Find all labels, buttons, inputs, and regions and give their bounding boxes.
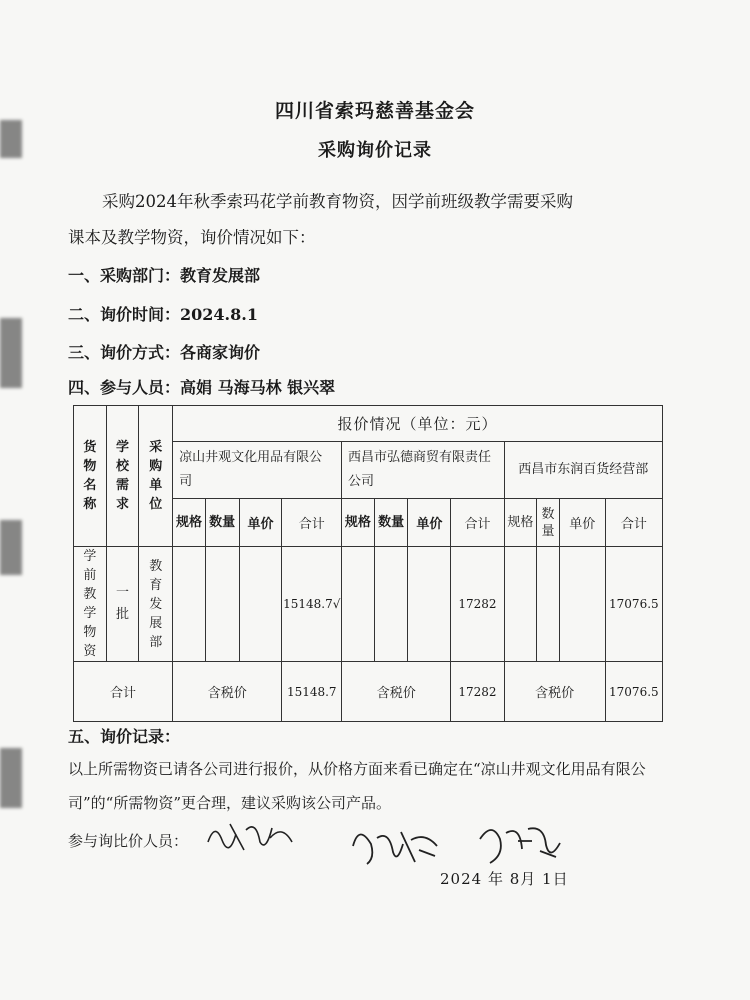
goods-cell: 学 前 教 学 物 资 <box>74 547 107 662</box>
method-line <box>68 340 260 363</box>
supplier-1: 凉山井观文化用品有限公司 <box>173 442 342 499</box>
people-line <box>68 375 335 398</box>
people-value: 高娟 马海马林 银兴翠 <box>180 378 336 397</box>
summary-row <box>74 662 663 722</box>
total-header-1: 合计 <box>282 499 342 547</box>
doc-title: 采购询价记录 <box>318 140 432 161</box>
unit-header <box>139 406 173 547</box>
table-row <box>74 547 663 662</box>
qty-header-3: 数量 <box>537 499 559 547</box>
goods-header-text: 货 物 名 称 <box>83 440 97 512</box>
supplier-2: 西昌市弘德商贸有限责任公司 <box>342 442 504 499</box>
qty-header-2: 数量 <box>374 499 408 547</box>
total-supplier-2: 17282 <box>451 547 504 662</box>
unit-price-header-2: 单价 <box>408 499 451 547</box>
intro-paragraph <box>68 184 680 256</box>
total-header-2: 合计 <box>451 499 504 547</box>
check-mark-icon: √ <box>332 597 341 611</box>
time-line <box>68 302 258 325</box>
unit-price-header-3: 单价 <box>559 499 605 547</box>
summary-label: 合计 <box>74 662 173 722</box>
record-text: 以上所需物资已请各公司进行报价，从价格方面来看已确定在“凉山井观文化用品有限公司”的“所需物资”更合理，建议采购该公司产品。 <box>68 760 646 812</box>
dept-value: 教育发展部 <box>180 266 261 285</box>
spec-header-2: 规格 <box>342 499 375 547</box>
demand-value: 一批 <box>116 585 130 622</box>
supplier-3: 西昌市东润百货经营部 <box>504 442 662 499</box>
record-heading: 五、询价记录： <box>68 727 181 746</box>
demand-cell <box>106 547 139 662</box>
school-header <box>106 406 139 547</box>
people-label: 四、参与人员： <box>68 378 181 397</box>
date: 2024 年 8月 1日 <box>440 870 569 888</box>
org-name: 四川省索玛慈善基金会 <box>274 100 475 122</box>
intro-line-2: 课本及教学物资，询价情况如下： <box>68 228 316 247</box>
school-header-text: 学 校 需 求 <box>116 440 130 512</box>
signature-1 <box>200 812 300 857</box>
tax-label-3: 含税价 <box>504 662 605 722</box>
summary-total-3: 17076.5 <box>605 662 662 722</box>
spec-header-3: 规格 <box>504 499 537 547</box>
signature-2 <box>345 818 445 873</box>
price-header: 报价情况（单位：元） <box>173 406 663 442</box>
time-value: 2024.8.1 <box>180 305 258 324</box>
total-supplier-1: 15148.7√ <box>282 547 342 662</box>
intro-line-1: 采购2024年秋季索玛花学前教育物资，因学前班级教学需要采购 <box>102 192 573 211</box>
method-value: 各商家询价 <box>180 343 261 362</box>
dept-line <box>68 263 260 286</box>
signature-3 <box>470 815 570 870</box>
time-label: 二、询价时间： <box>68 305 181 324</box>
total-header-3: 合计 <box>605 499 662 547</box>
dept-label: 一、采购部门： <box>68 266 181 285</box>
tax-label-2: 含税价 <box>342 662 451 722</box>
quote-table <box>73 405 663 722</box>
unit-header-text: 采 购 单 位 <box>149 440 163 512</box>
summary-total-2: 17282 <box>451 662 504 722</box>
method-label: 三、询价方式： <box>68 343 181 362</box>
spec-header-1: 规格 <box>173 499 206 547</box>
goods-header <box>74 406 107 547</box>
unit-cell: 教 育 发 展 部 <box>139 547 173 662</box>
participants-label: 参与询比价人员： <box>68 832 189 850</box>
unit-price-header-1: 单价 <box>239 499 282 547</box>
summary-total-1: 15148.7 <box>282 662 342 722</box>
qty-header-1: 数量 <box>205 499 239 547</box>
total-supplier-3: 17076.5 <box>605 547 662 662</box>
tax-label-1: 含税价 <box>173 662 282 722</box>
